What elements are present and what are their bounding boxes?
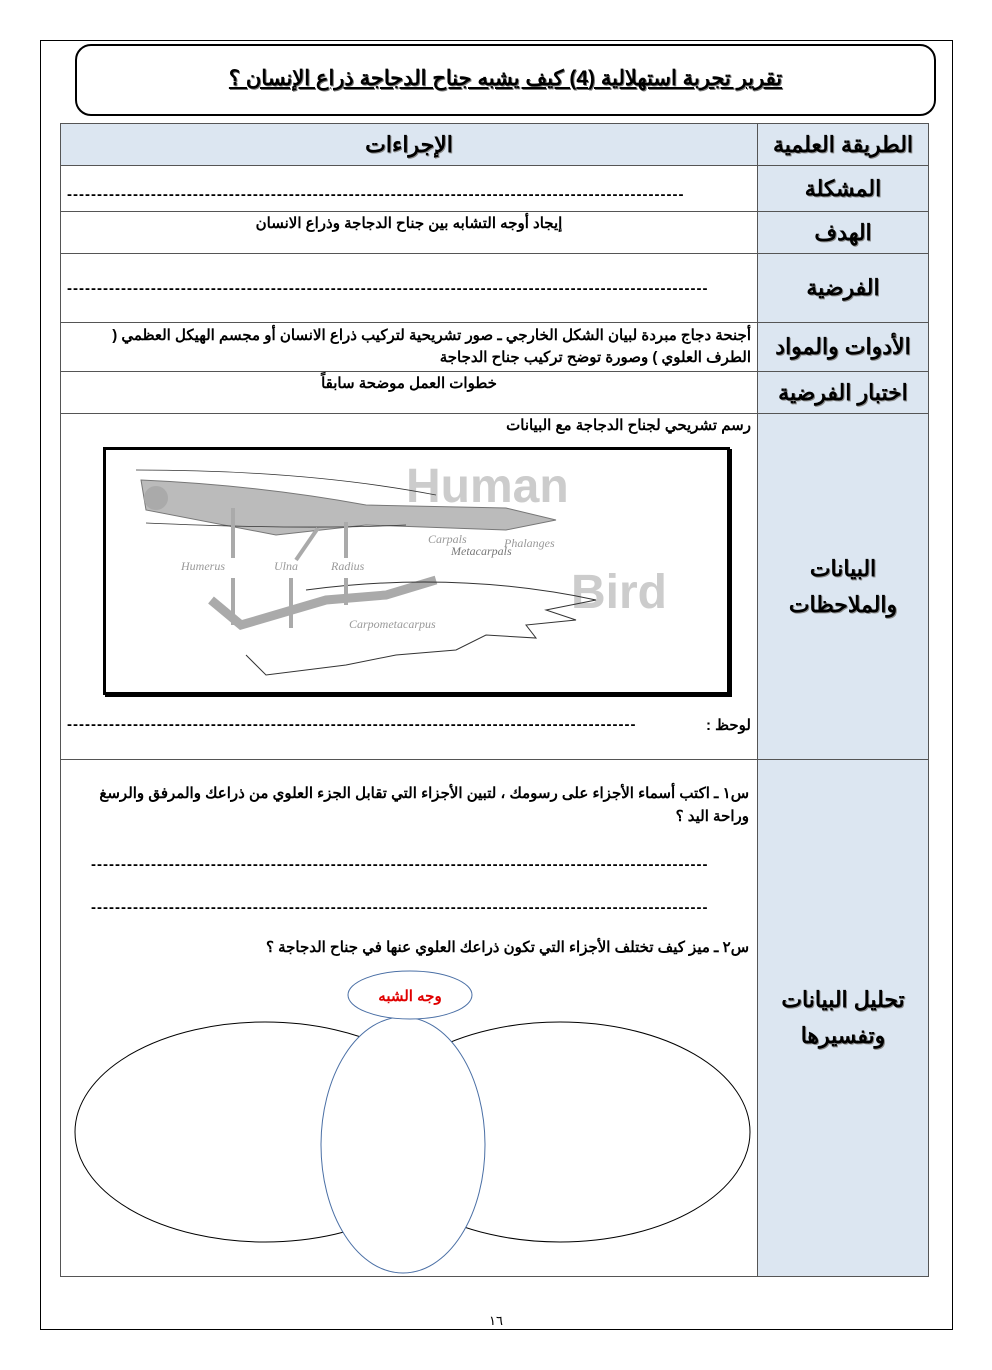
note-label: لوحظ : [706,717,751,734]
label-analysis-2: وتفسيرها [800,1023,886,1048]
label-problem: المشكلة [758,166,929,212]
label-data [758,414,929,760]
label-data-2: والملاحظات [788,591,898,617]
problem-line: ------------------------------------------------------------------------------------------------------- [67,186,685,203]
page-title: تقرير تجربة استهلالية (4) كيف يشبه جناح الدجاجة ذراع الإنسان ؟ [228,67,783,90]
label-data-1: البيانات [809,555,877,581]
answer-line-1[interactable]: ------------------------------------------------------------------------------------------------------- [91,856,709,873]
label-hypothesis: الفرضية [758,254,929,323]
answer-line-2[interactable]: ------------------------------------------------------------------------------------------------------- [91,899,709,916]
hypothesis-line: ----------------------------------------------------------------------------------------------------------- [67,280,709,297]
label-phalanges: Phalanges [504,536,555,550]
question-2: س٢ ـ ميز كيف تختلف الأجزاء التي تكون ذراعك العلوي عنها في جناح الدجاجة ؟ [265,939,749,956]
label-carpals: Carpals [428,532,467,546]
human-shoulder [144,486,168,510]
label-analysis [758,760,929,1277]
question-1: س١ ـ اكتب أسماء الأجزاء على رسومك ، لتبين الأجزاء التي تقابل الجزء العلوي من ذراعك والمرفق والرسغ وراحة اليد ؟ [99,785,749,825]
label-test: اختبار الفرضية [758,372,929,414]
label-metacarpals: Metacarpals [451,544,512,558]
label-analysis-1: تحليل البيانات [781,987,905,1012]
venn-label: وجه الشبه [378,988,442,1005]
problem-field[interactable] [61,166,758,212]
label-ulna: Ulna [274,559,298,573]
label-tools: الأدوات والمواد [758,323,929,372]
label-radius: Radius [331,559,365,573]
tools-text: أجنحة دجاج مبردة لبيان الشكل الخارجي ـ صور تشريحية لتركيب ذراع الانسان أو مجسم الهيكل العظمي ( الطرف العلوي ) وصورة توضح تركيب جناح الدجاجة [61,323,758,372]
test-text: خطوات العمل موضحة سابقاً [61,372,758,414]
hypothesis-field[interactable] [61,254,758,323]
label-human: Human [406,460,569,513]
label-goal: الهدف [758,212,929,254]
header-method: الطريقة العلمية [758,124,929,166]
label-bird: Bird [571,566,667,619]
venn-diagram [60,970,760,1280]
wing-arm-diagram [103,447,730,695]
label-carpometacarpus: Carpometacarpus [349,617,436,631]
header-procedures: الإجراءات [61,124,758,166]
diagram-caption: رسم تشريحي لجناح الدجاجة مع البيانات [506,417,751,434]
page-number: ١٦ [489,1313,503,1328]
note-line[interactable]: ----------------------------------------------------------------------------------------------- [67,716,637,733]
title-box [75,44,936,116]
label-humerus: Humerus [181,559,225,573]
venn-middle-circle[interactable] [321,1017,485,1273]
goal-text: إيجاد أوجه التشابه بين جناح الدجاجة وذراع الانسان [61,212,758,254]
